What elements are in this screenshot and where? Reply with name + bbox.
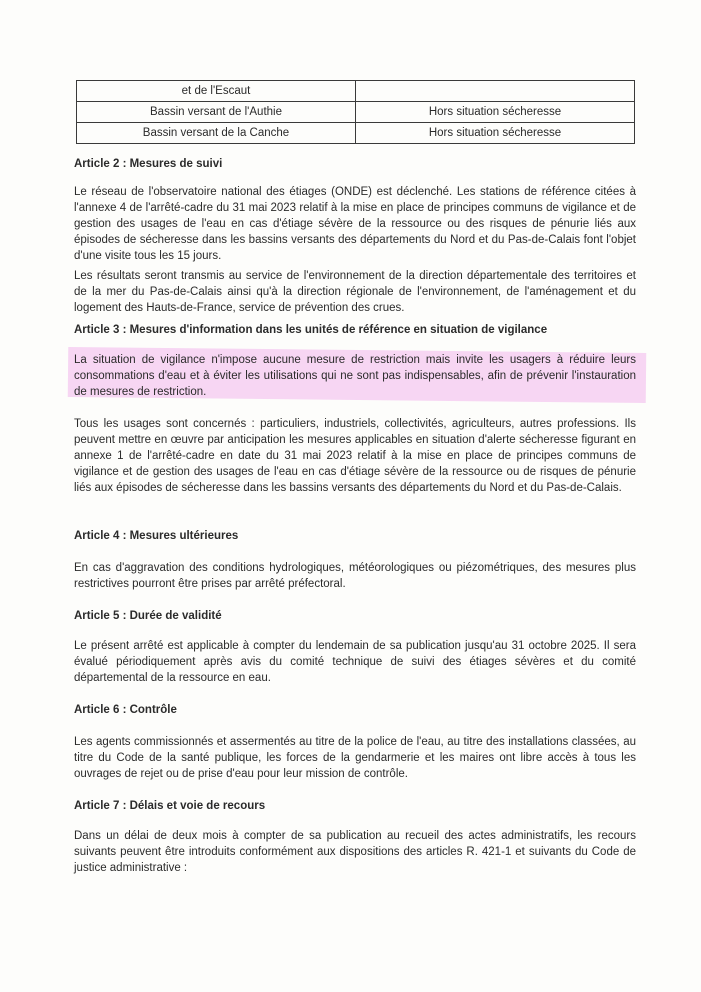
article-4-heading: Article 4 : Mesures ultérieures [74, 530, 239, 542]
table-row [77, 81, 635, 102]
article-5-heading: Article 5 : Durée de validité [74, 610, 222, 622]
article-2-paragraph-2: Les résultats seront transmis au service de l'environnement de la direction départementale des territoires et de la mer du Pas-de-Calais ainsi qu'à la direction régionale de l'environnement, de l'aménagement et du logement des Hauts-de-France, service de prévention des crues. [74, 270, 636, 314]
table-row [77, 123, 635, 144]
table-cell-bassin: et de l'Escaut [77, 81, 356, 102]
table-cell-situation [356, 81, 635, 102]
article-7-heading: Article 7 : Délais et voie de recours [74, 800, 266, 812]
article-6-paragraph-1: Les agents commissionnés et assermentés au titre de la police de l'eau, au titre des installations classées, au titre du Code de la santé publique, les forces de la gendarmerie et les maires ont libre accès à tous les ouvrages de rejet ou de prise d'eau pour leur mission de contrôle. [74, 736, 636, 780]
table-cell-bassin: Bassin versant de l'Authie [77, 102, 356, 123]
bassins-status-table [76, 80, 635, 144]
article-6-heading: Article 6 : Contrôle [74, 704, 177, 716]
article-4-paragraph-1: En cas d'aggravation des conditions hydrologiques, météorologiques ou piézométriques, des mesures plus restrictives pourront être prises par arrêté préfectoral. [74, 562, 636, 590]
table-cell-situation: Hors situation sécheresse [356, 123, 635, 144]
table-cell-situation: Hors situation sécheresse [356, 102, 635, 123]
article-3-heading: Article 3 : Mesures d'information dans les unités de référence en situation de vigilance [74, 324, 548, 336]
article-3-paragraph-1: La situation de vigilance n'impose aucune mesure de restriction mais invite les usagers à réduire leurs consommations d'eau et à éviter les utilisations qui ne sont pas indispensables, afin de prévenir l'instauration de mesures de restriction. [74, 354, 636, 398]
table-row [77, 102, 635, 123]
article-3-paragraph-2: Tous les usages sont concernés : particuliers, industriels, collectivités, agriculteurs, autres professions. Ils peuvent mettre en œuvre par anticipation les mesures applicables en situation d'alerte sécheresse figurant en annexe 1 de l'arrêté-cadre en date du 31 mai 2023 relatif à la mise en place de principes communs de vigilance et de gestion des usages de l'eau en cas d'étiage sévère de la ressource ou de risques de pénurie liés aux épisodes de sécheresse dans les bassins versants des départements du Nord et du Pas-de-Calais. [74, 418, 636, 494]
article-5-paragraph-1: Le présent arrêté est applicable à compter du lendemain de sa publication jusqu'au 31 octobre 2025. Il sera évalué périodiquement après avis du comité technique de suivi des étiages sévères et du comité départemental de la ressource en eau. [74, 640, 636, 684]
article-2-heading: Article 2 : Mesures de suivi [74, 158, 223, 170]
article-2-paragraph-1: Le réseau de l'observatoire national des étiages (ONDE) est déclenché. Les stations de référence citées à l'annexe 4 de l'arrêté-cadre du 31 mai 2023 relatif à la mise en place de principes communs de vigilance et de gestion des usages de l'eau en cas d'étiage sévère de la ressource ou des risques de pénurie liés aux épisodes de sécheresse dans les bassins versants des départements du Nord et du Pas-de-Calais font l'objet d'une visite tous les 15 jours. [74, 186, 636, 262]
article-7-paragraph-1: Dans un délai de deux mois à compter de sa publication au recueil des actes administratifs, les recours suivants peuvent être introduits conformément aux dispositions des articles R. 421-1 et suivants du Code de justice administrative : [74, 830, 636, 874]
table-cell-bassin: Bassin versant de la Canche [77, 123, 356, 144]
